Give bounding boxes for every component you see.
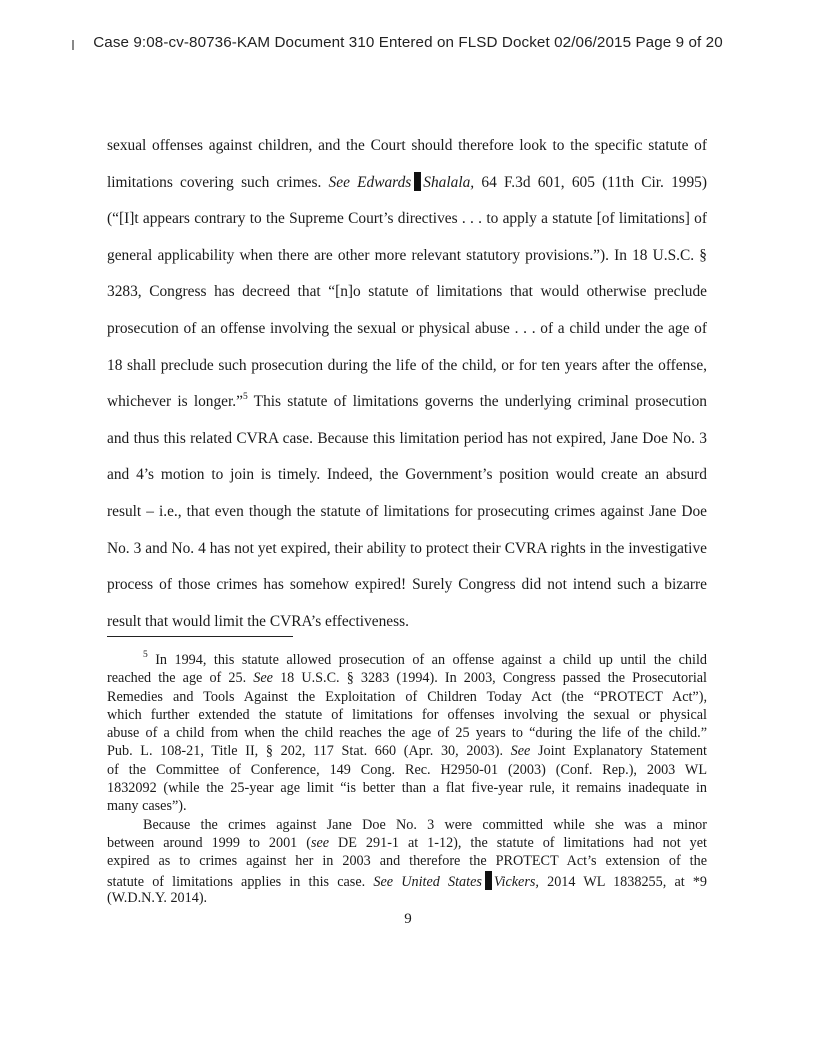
body-line: result – i.e., that even though the statute of limitations for prosecuting crimes against Jane Doe [107, 502, 707, 520]
footnote-line: of the Committee of Conference, 149 Cong. Rec. H2950-01 (2003) (Conf. Rep.), 2003 WL [107, 761, 707, 778]
case-name: United States [401, 873, 482, 890]
text-run: limitations covering such crimes. [107, 173, 322, 191]
body-line: No. 3 and No. 4 has not yet expired, their ability to protect their CVRA rights in the investigative [107, 539, 707, 557]
footnote-line [107, 834, 707, 852]
footnote-line: 1832092 (while the 25-year age limit “is better than a flat five-year rule, it remains inadequate in [107, 780, 707, 797]
body-line [107, 165, 707, 202]
signal-see: See [373, 873, 394, 890]
text-run: In 1994, this statute allowed prosecution of an offense against a child up until the child [147, 652, 707, 668]
text-run: DE 291-1 at 1-12), the statute of limitations had not yet [329, 834, 707, 851]
signal-see: See [328, 173, 350, 191]
body-line: (“[I]t appears contrary to the Supreme Court’s directives . . . to apply a statute [of limitations] of [107, 210, 707, 228]
redaction-bar [485, 871, 492, 890]
footnotes [107, 651, 707, 907]
footnote-line [107, 651, 707, 669]
text-run: between around 1999 to 2001 ( [107, 834, 311, 851]
case-name: Edwards [357, 173, 412, 191]
signal-see: See [253, 670, 273, 687]
footnote-divider [107, 636, 293, 637]
body-line [107, 384, 707, 421]
signal-see: see [310, 834, 330, 851]
footnote-line: expired as to crimes against her in 2003 and therefore the PROTECT Act’s extension of the [107, 853, 707, 870]
footnote-line: Remedies and Tools Against the Exploitation of Children Today Act (the “PROTECT Act”), [107, 688, 707, 705]
body-line: 3283, Congress has decreed that “[n]o statute of limitations that would otherwise preclude [107, 283, 707, 301]
body-line: and 4’s motion to join is timely. Indeed, the Government’s position would create an absurd [107, 466, 707, 484]
main-body [107, 128, 707, 640]
footnote-line [107, 742, 707, 760]
docket-header: Case 9:08-cv-80736-KAM Document 310 Entered on FLSD Docket 02/06/2015 Page 9 of 20 [93, 34, 723, 51]
text-run: reached the age of 25. [107, 670, 247, 687]
body-line: 18 shall preclude such prosecution during the life of the child, or for ten years after the offense, [107, 356, 707, 374]
body-line: and thus this related CVRA case. Because this limitation period has not expired, Jane Doe No. 3 [107, 429, 707, 447]
footnote-line: abuse of a child from when the child reaches the age of 25 years to “during the life of the child.” [107, 725, 707, 742]
footnote-line: many cases”). [107, 798, 187, 815]
footnote-line [107, 669, 707, 687]
body-line: general applicability when there are other more relevant statutory provisions.”). In 18 U.S.C. § [107, 246, 707, 264]
text-run: statute of limitations applies in this case. [107, 873, 366, 890]
signal-see: See [510, 743, 531, 760]
footnote-ref: 5 [242, 392, 248, 403]
body-line: prosecution of an offense involving the sexual or physical abuse . . . of a child under the age of [107, 319, 707, 337]
text-run: This statute of limitations governs the underlying criminal prosecution [247, 393, 707, 411]
body-line: result that would limit the CVRA’s effectiveness. [107, 612, 409, 630]
text-run: whichever is longer.” [107, 393, 243, 411]
citation: 64 F.3d 601, 605 (11th Cir. 1995) [481, 173, 707, 191]
redaction-bar [414, 172, 421, 191]
footnote-line: which further extended the statute of limitations for offenses involving the sexual or physical [107, 706, 707, 723]
footnote-number: 5 [143, 650, 148, 661]
footnote-line [107, 871, 707, 889]
body-line: process of those crimes has somehow expired! Surely Congress did not intend such a bizarre [107, 576, 707, 594]
footnote-line: (W.D.N.Y. 2014). [107, 889, 208, 906]
case-name: Vickers, [493, 873, 539, 890]
page-number: 9 [404, 911, 412, 927]
text-run: Joint Explanatory Statement [530, 743, 707, 760]
text-run: 2014 WL 1838255, at *9 [538, 873, 708, 890]
body-line: sexual offenses against children, and the Court should therefore look to the specific statute of [107, 137, 707, 154]
text-run: Pub. L. 108-21, Title II, § 202, 117 Stat. 660 (Apr. 30, 2003). [107, 743, 503, 760]
footnote-line: Because the crimes against Jane Doe No. 3 were committed while she was a minor [143, 816, 707, 833]
text-run: 18 U.S.C. § 3283 (1994). In 2003, Congress passed the Prosecutorial [272, 670, 707, 687]
case-name: Shalala, [423, 173, 475, 191]
